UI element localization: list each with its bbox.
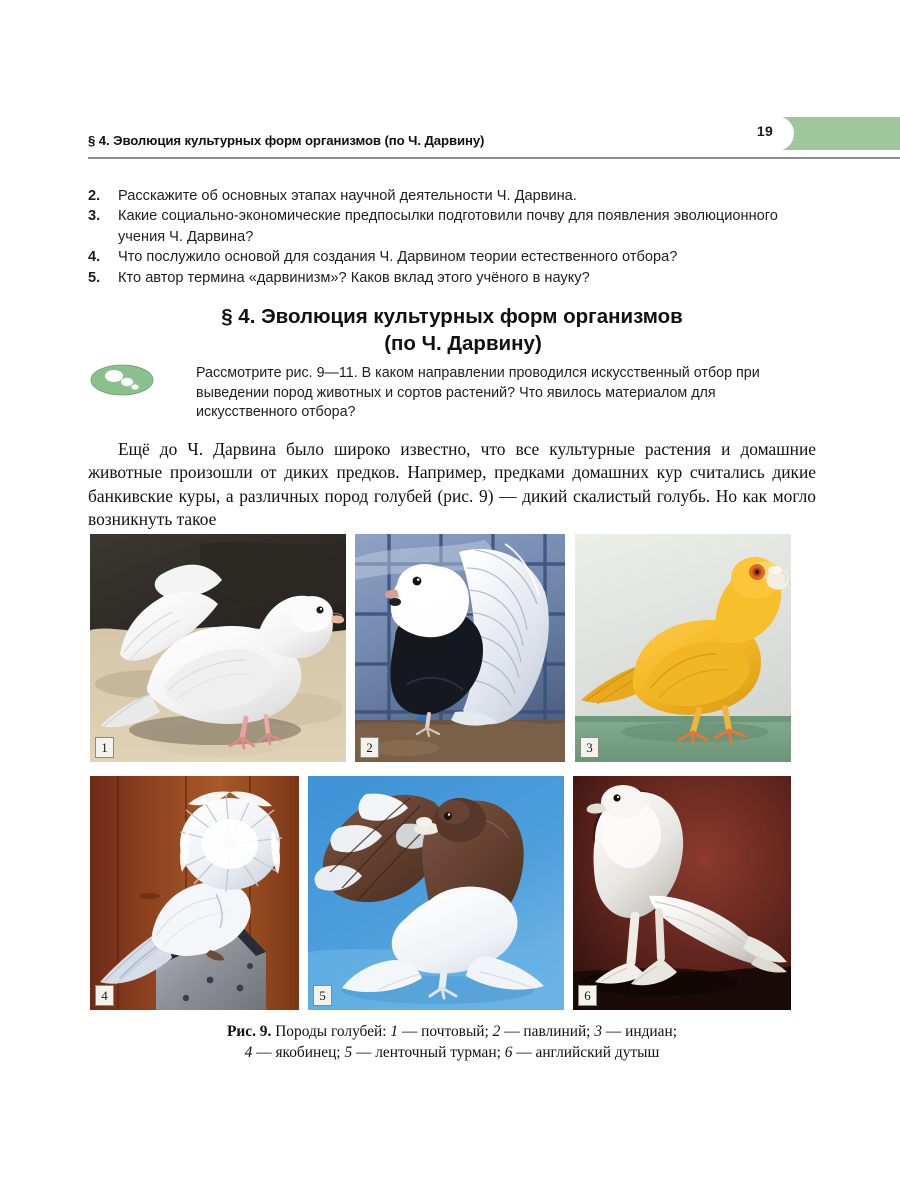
figure-photo-2 [355, 534, 565, 762]
figure-caption-line-1: Рис. 9. Породы голубей: 1 — почтовый; 2 — павлиний; 3 — индиан; [227, 1023, 677, 1040]
figure-photo-number: 6 [578, 985, 597, 1006]
figure-photo-number: 3 [580, 737, 599, 758]
question-text: Кто автор термина «дарвинизм»? Каков вклад этого учёного в науку? [118, 269, 590, 286]
figure-photo-1 [90, 534, 346, 762]
question-number: 5. [88, 269, 101, 286]
question-number: 2. [88, 188, 101, 204]
list-item [88, 268, 816, 288]
section-title [88, 303, 816, 357]
figure-photo-5 [308, 776, 564, 1010]
section-title-line-2: (по Ч. Дарвину) [384, 332, 542, 355]
figure-caption [88, 1021, 816, 1063]
green-oval-bubbles-icon [90, 363, 154, 397]
question-text: Какие социально-экономические предпосылки подготовили почву для появления эволюционного учения Ч. Дарвина? [118, 208, 778, 245]
question-list [88, 186, 816, 288]
body-paragraph: Ещё до Ч. Дарвина было широко известно, что все культурные растения и домашние животные произошли от диких предков. Например, предками домашних кур считались дикие банкивские куры, а различных пород голубей (рис. 9) — дикий скалистый голубь. Но как могло возникнуть такое [88, 439, 816, 530]
question-number: 4. [88, 249, 101, 266]
page-number: 19 [756, 123, 774, 139]
question-number: 3. [88, 208, 101, 225]
figure-photo-number: 1 [95, 737, 114, 758]
list-item [88, 247, 816, 267]
list-item [88, 186, 816, 206]
figure-photo-3 [575, 534, 791, 762]
list-item [88, 206, 816, 247]
running-head: § 4. Эволюция культурных форм организмов (по Ч. Дарвину) [88, 133, 485, 148]
figure-photo-4 [90, 776, 299, 1010]
figure-photo-number: 2 [360, 737, 379, 758]
page-number-band [775, 117, 900, 150]
figure-photo-6 [573, 776, 791, 1010]
question-text: Что послужило основой для создания Ч. Дарвином теории естественного отбора? [118, 249, 678, 266]
figure-caption-intro: Породы голубей: [271, 1023, 391, 1040]
header-rule [88, 157, 900, 159]
section-title-line-1: § 4. Эволюция культурных форм организмов [221, 305, 683, 328]
figure-photo-number: 5 [313, 985, 332, 1006]
figure-caption-line-2: 4 — якобинец; 5 — ленточный турман; 6 — английский дутыш [244, 1044, 660, 1061]
figure-photo-number: 4 [95, 985, 114, 1006]
task-instruction: Рассмотрите рис. 9—11. В каком направлении проводился искусственный отбор при выведении пород животных и сортов растений? Что явилось материалом для искусственного отбора? [196, 365, 760, 421]
question-text: Расскажите об основных этапах научной деятельности Ч. Дарвина. [118, 188, 577, 204]
figure-caption-label: Рис. 9. [227, 1023, 272, 1040]
